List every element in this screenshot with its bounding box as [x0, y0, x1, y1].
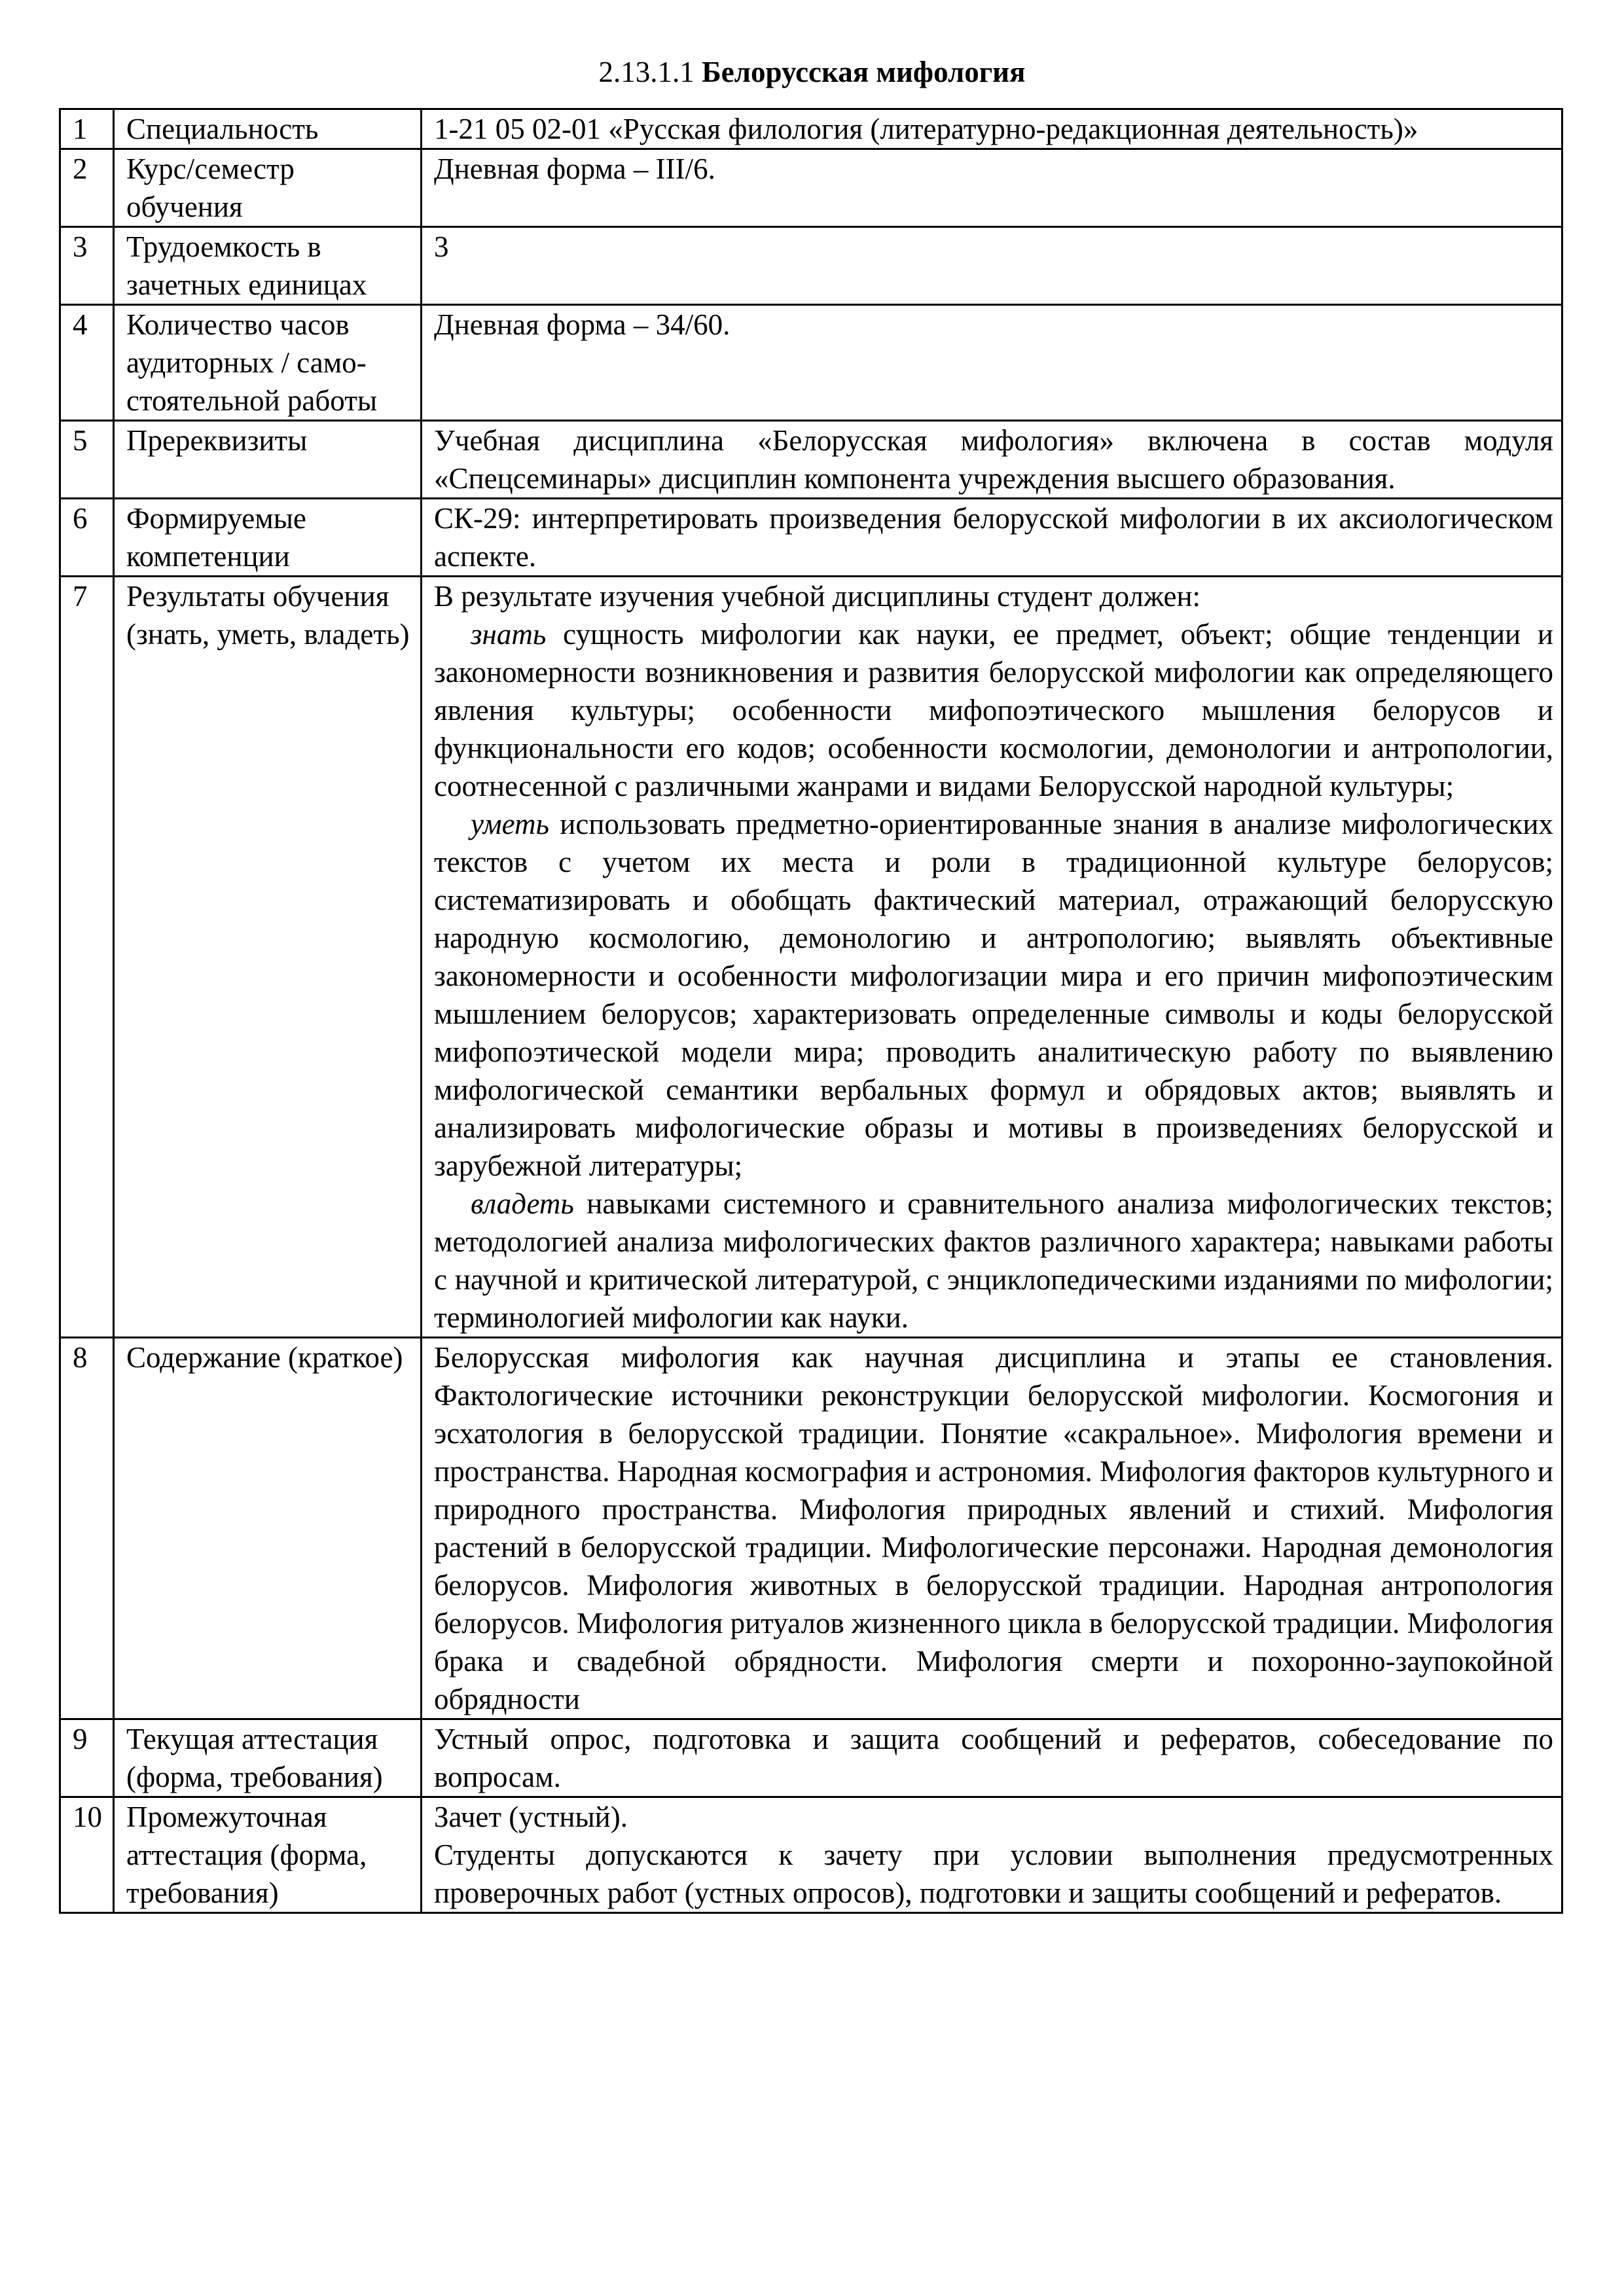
results-intro: В результате изучения учебной дисциплины студент должен:	[434, 580, 1201, 613]
row-label: Курс/семестр обучения	[114, 149, 422, 227]
row-number: 1	[60, 109, 114, 149]
row-value	[422, 227, 1562, 305]
table-row	[60, 227, 1562, 305]
row-value	[422, 1338, 1562, 1719]
row-number: 5	[60, 421, 114, 499]
row-label: Специальность	[114, 109, 422, 149]
row-value-text: 1-21 05 02-01 «Русская филология (литературно-редакционная деятельность)»	[434, 113, 1418, 145]
table-row	[60, 499, 1562, 577]
row-label: Текущая аттестация (форма, требования)	[114, 1719, 422, 1797]
row-value	[422, 421, 1562, 499]
row-label: Содержание (краткое)	[114, 1338, 422, 1719]
discipline-table	[59, 108, 1563, 1914]
row-label: Пререквизиты	[114, 421, 422, 499]
table-row	[60, 149, 1562, 227]
results-can	[434, 805, 1553, 1185]
row-label: Результаты обучения (знать, уметь, владеть)	[114, 577, 422, 1338]
row-number: 9	[60, 1719, 114, 1797]
row-value	[422, 109, 1562, 149]
results-own	[434, 1185, 1553, 1336]
table-row	[60, 577, 1562, 1338]
row-value	[422, 305, 1562, 421]
row-value	[422, 1719, 1562, 1797]
row-value-text: Устный опрос, подготовка и защита сообщений и рефератов, собеседование по вопросам.	[434, 1723, 1553, 1793]
results-know	[434, 615, 1553, 805]
row-number: 2	[60, 149, 114, 227]
row-label: Промежуточная аттестация (форма, требования)	[114, 1797, 422, 1913]
row-number: 10	[60, 1797, 114, 1913]
row-value	[422, 577, 1562, 1338]
know-text: сущность мифологии как науки, ее предмет, объект; общие тенденции и закономерности возникновения и развития белорусской мифологии как определяющего явления культуры; особенности мифопоэтического мышления белорусов и функциональности его кодов; особенности космологии, демонологии и антропологии, соотнесенной с различными жанрами и видами Белорусской народной культуры;	[434, 618, 1553, 802]
can-text: использовать предметно-ориентированные знания в анализе мифологических текстов с учетом их места и роли в традиционной культуре белорусов; систематизировать и обобщать фактический материал, отражающий белорусскую народную космологию, демонологию и антропологию; выявлять объективные закономерности и особенности мифологизации мира и его причин мифопоэтическим мышлением белорусов; характеризовать определенные символы и коды белорусской мифопоэтической модели мира; проводить аналитическую работу по выявлению мифологической семантики вербальных формул и обрядовых актов; выявлять и анализировать мифологические образы и мотивы в произведениях белорусской и зарубежной литературы;	[434, 808, 1553, 1182]
row-value-text: Дневная форма – 34/60.	[434, 308, 731, 341]
row-number: 8	[60, 1338, 114, 1719]
table-row	[60, 305, 1562, 421]
row-label: Трудоемкость в зачетных единицах	[114, 227, 422, 305]
know-word: знать	[471, 618, 547, 651]
row-number: 3	[60, 227, 114, 305]
can-word: уметь	[471, 808, 549, 840]
table-row	[60, 1338, 1562, 1719]
title-name: Белорусская мифология	[702, 56, 1026, 88]
title-number: 2.13.1.1	[598, 56, 695, 88]
table-row	[60, 1797, 1562, 1913]
row-value-text: Учебная дисциплина «Белорусская мифология» включена в состав модуля «Спецсеминары» дисциплин компонента учреждения высшего образования.	[434, 424, 1553, 495]
row-value-text: СК-29: интерпретировать произведения белорусской мифологии в их аксиологическом аспекте.	[434, 502, 1553, 573]
page-title	[0, 52, 1624, 92]
row-label: Количество часов аудиторных / само-стоятельной работы	[114, 305, 422, 421]
row-value	[422, 1797, 1562, 1913]
row-label: Формируемые компетенции	[114, 499, 422, 577]
row-value	[422, 499, 1562, 577]
table-row	[60, 1719, 1562, 1797]
own-word: владеть	[471, 1187, 574, 1220]
row-number: 6	[60, 499, 114, 577]
row-value-line2: Студенты допускаются к зачету при условии выполнения предусмотренных проверочных работ (устных опросов), подготовки и защиты сообщений и рефератов.	[434, 1839, 1553, 1909]
row-number: 4	[60, 305, 114, 421]
row-number: 7	[60, 577, 114, 1338]
row-value-text: Дневная форма – III/6.	[434, 152, 715, 185]
table-row	[60, 109, 1562, 149]
row-value	[422, 149, 1562, 227]
row-value-line1: Зачет (устный).	[434, 1801, 628, 1833]
own-text: навыками системного и сравнительного анализа мифологических текстов; методологией анализа мифологических фактов различного характера; навыками работы с научной и критической литературой, с энциклопедическими изданиями по мифологии; терминологией мифологии как науки.	[434, 1187, 1553, 1334]
row-value-text: 3	[434, 230, 449, 263]
table-row	[60, 421, 1562, 499]
row-value-text: Белорусская мифология как научная дисциплина и этапы ее становления. Фактологические источники реконструкции белорусской мифологии. Космогония и эсхатология в белорусской традиции. Понятие «сакральное». Мифология времени и пространства. Народная космография и астрономия. Мифология факторов культурного и природного пространства. Мифология природных явлений и стихий. Мифология растений в белорусской традиции. Мифологические персонажи. Народная демонология белорусов. Мифология животных в белорусской традиции. Народная антропология белорусов. Мифология ритуалов жизненного цикла в белорусской традиции. Мифология брака и свадебной обрядности. Мифология смерти и похоронно-заупокойной обрядности	[434, 1341, 1553, 1715]
